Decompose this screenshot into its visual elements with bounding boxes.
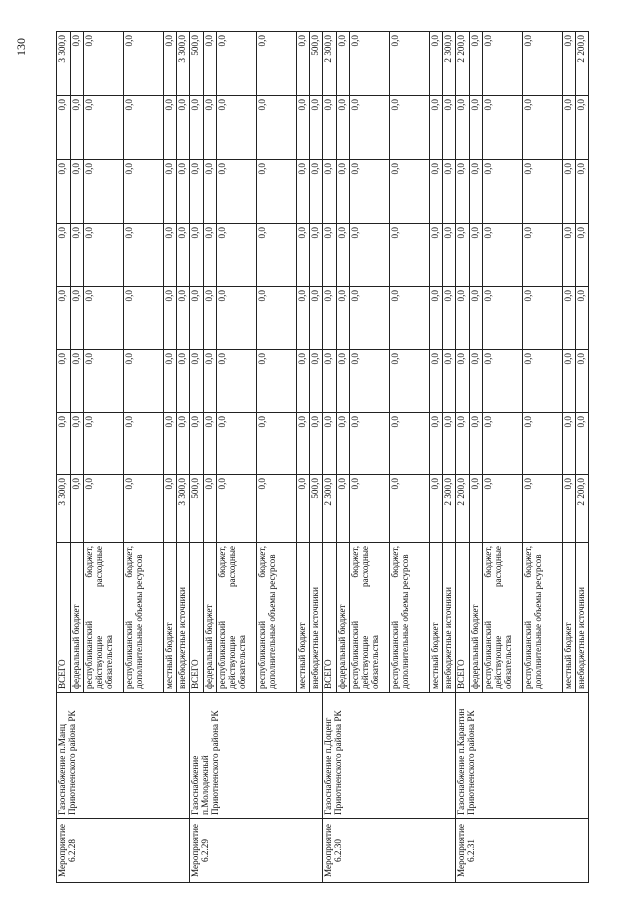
amount-cell: 0,0 xyxy=(523,475,563,543)
amount-cell: 0,0 xyxy=(57,96,71,160)
amount-cell: 3 300,0 xyxy=(57,475,71,543)
amount-cell: 0,0 xyxy=(84,32,124,96)
amount-cell: 0,0 xyxy=(523,32,563,96)
funding-source: республиканский бюджет, действующие расходные обязательства xyxy=(350,543,390,693)
amount-cell: 0,0 xyxy=(204,287,217,350)
measure-name: Газоснабжение п.Манц Приютненского района РК xyxy=(57,693,190,819)
amount-cell: 0,0 xyxy=(124,475,164,543)
measure-code: Мероприятие 6.2.31 xyxy=(456,819,589,883)
amount-cell: 0,0 xyxy=(390,32,430,96)
amount-cell: 0,0 xyxy=(323,287,337,350)
amount-cell: 0,0 xyxy=(470,224,483,287)
amount-cell: 0,0 xyxy=(576,350,589,413)
funding-source: ВСЕГО xyxy=(323,543,337,693)
amount-cell: 0,0 xyxy=(337,350,350,413)
funding-source: внебюджетные источники xyxy=(443,543,456,693)
amount-cell: 0,0 xyxy=(483,350,523,413)
amount-cell: 0,0 xyxy=(350,350,390,413)
amount-cell: 0,0 xyxy=(217,475,257,543)
amount-cell: 0,0 xyxy=(204,224,217,287)
amount-cell: 0,0 xyxy=(470,350,483,413)
amount-cell: 0,0 xyxy=(337,287,350,350)
amount-cell: 0,0 xyxy=(124,413,164,475)
amount-cell: 2 200,0 xyxy=(576,32,589,96)
amount-cell: 0,0 xyxy=(257,224,297,287)
amount-cell: 0,0 xyxy=(84,224,124,287)
amount-cell: 0,0 xyxy=(310,350,323,413)
amount-cell: 0,0 xyxy=(217,32,257,96)
amount-cell: 0,0 xyxy=(483,224,523,287)
amount-cell: 0,0 xyxy=(124,350,164,413)
amount-cell: 0,0 xyxy=(443,96,456,160)
amount-cell: 0,0 xyxy=(177,413,190,475)
amount-cell: 0,0 xyxy=(576,160,589,224)
funding-source: федеральный бюджет xyxy=(71,543,84,693)
amount-cell: 3 300,0 xyxy=(57,32,71,96)
measure-name: Газоснабжение п.Доценг Приютненского района РК xyxy=(323,693,456,819)
amount-cell: 0,0 xyxy=(430,224,443,287)
measure-code: Мероприятие 6.2.28 xyxy=(57,819,190,883)
amount-cell: 0,0 xyxy=(483,32,523,96)
amount-cell: 0,0 xyxy=(337,224,350,287)
table-row xyxy=(57,32,71,883)
amount-cell: 500,0 xyxy=(190,32,204,96)
amount-cell: 0,0 xyxy=(470,287,483,350)
funding-source: республиканский бюджет, дополнительные объемы ресурсов xyxy=(257,543,297,693)
amount-cell: 0,0 xyxy=(323,160,337,224)
amount-cell: 0,0 xyxy=(124,32,164,96)
amount-cell: 0,0 xyxy=(177,224,190,287)
funding-source: местный бюджет xyxy=(563,543,576,693)
amount-cell: 0,0 xyxy=(430,160,443,224)
amount-cell: 0,0 xyxy=(177,96,190,160)
amount-cell: 2 300,0 xyxy=(323,32,337,96)
amount-cell: 0,0 xyxy=(350,224,390,287)
amount-cell: 0,0 xyxy=(84,96,124,160)
amount-cell: 0,0 xyxy=(390,224,430,287)
measure-code: Мероприятие 6.2.29 xyxy=(190,819,323,883)
amount-cell: 0,0 xyxy=(443,413,456,475)
amount-cell: 0,0 xyxy=(350,413,390,475)
amount-cell: 0,0 xyxy=(323,224,337,287)
amount-cell: 0,0 xyxy=(310,160,323,224)
measure-code: Мероприятие 6.2.30 xyxy=(323,819,456,883)
amount-cell: 0,0 xyxy=(323,413,337,475)
amount-cell: 0,0 xyxy=(483,413,523,475)
amount-cell: 0,0 xyxy=(323,350,337,413)
amount-cell: 0,0 xyxy=(57,413,71,475)
funding-source: республиканский бюджет, действующие расходные обязательства xyxy=(483,543,523,693)
amount-cell: 0,0 xyxy=(84,160,124,224)
amount-cell: 0,0 xyxy=(430,287,443,350)
amount-cell: 0,0 xyxy=(164,160,177,224)
amount-cell: 0,0 xyxy=(124,287,164,350)
amount-cell: 2 200,0 xyxy=(456,32,470,96)
amount-cell: 0,0 xyxy=(323,96,337,160)
amount-cell: 0,0 xyxy=(257,475,297,543)
amount-cell: 0,0 xyxy=(430,96,443,160)
funding-source: ВСЕГО xyxy=(57,543,71,693)
amount-cell: 2 300,0 xyxy=(323,475,337,543)
amount-cell: 0,0 xyxy=(217,224,257,287)
amount-cell: 500,0 xyxy=(310,475,323,543)
amount-cell: 0,0 xyxy=(297,160,310,224)
amount-cell: 0,0 xyxy=(576,287,589,350)
amount-cell: 0,0 xyxy=(217,413,257,475)
amount-cell: 0,0 xyxy=(84,475,124,543)
amount-cell: 0,0 xyxy=(164,32,177,96)
amount-cell: 0,0 xyxy=(190,413,204,475)
amount-cell: 0,0 xyxy=(443,287,456,350)
amount-cell: 0,0 xyxy=(563,350,576,413)
amount-cell: 0,0 xyxy=(456,160,470,224)
amount-cell: 0,0 xyxy=(523,413,563,475)
amount-cell: 0,0 xyxy=(71,475,84,543)
amount-cell: 0,0 xyxy=(576,413,589,475)
amount-cell: 0,0 xyxy=(177,287,190,350)
amount-cell: 3 300,0 xyxy=(177,32,190,96)
amount-cell: 0,0 xyxy=(470,32,483,96)
amount-cell: 0,0 xyxy=(523,224,563,287)
amount-cell: 0,0 xyxy=(350,287,390,350)
amount-cell: 0,0 xyxy=(257,32,297,96)
amount-cell: 0,0 xyxy=(430,475,443,543)
funding-source: внебюджетные источники xyxy=(576,543,589,693)
amount-cell: 0,0 xyxy=(430,413,443,475)
budget-table-body xyxy=(57,32,589,883)
amount-cell: 500,0 xyxy=(190,475,204,543)
amount-cell: 0,0 xyxy=(456,413,470,475)
amount-cell: 0,0 xyxy=(523,96,563,160)
amount-cell: 0,0 xyxy=(124,160,164,224)
amount-cell: 0,0 xyxy=(257,160,297,224)
amount-cell: 2 200,0 xyxy=(576,475,589,543)
table-row xyxy=(323,32,337,883)
amount-cell: 0,0 xyxy=(390,413,430,475)
amount-cell: 0,0 xyxy=(470,160,483,224)
amount-cell: 0,0 xyxy=(563,96,576,160)
amount-cell: 0,0 xyxy=(164,475,177,543)
amount-cell: 0,0 xyxy=(217,287,257,350)
amount-cell: 0,0 xyxy=(350,32,390,96)
amount-cell: 0,0 xyxy=(204,160,217,224)
amount-cell: 0,0 xyxy=(337,413,350,475)
amount-cell: 0,0 xyxy=(190,160,204,224)
amount-cell: 0,0 xyxy=(217,350,257,413)
table-row xyxy=(456,32,470,883)
amount-cell: 0,0 xyxy=(390,350,430,413)
amount-cell: 0,0 xyxy=(297,287,310,350)
funding-source: местный бюджет xyxy=(430,543,443,693)
amount-cell: 0,0 xyxy=(310,96,323,160)
amount-cell: 0,0 xyxy=(576,96,589,160)
amount-cell: 0,0 xyxy=(71,160,84,224)
amount-cell: 0,0 xyxy=(204,475,217,543)
amount-cell: 0,0 xyxy=(190,350,204,413)
amount-cell: 0,0 xyxy=(430,350,443,413)
amount-cell: 0,0 xyxy=(456,287,470,350)
funding-source: ВСЕГО xyxy=(456,543,470,693)
amount-cell: 0,0 xyxy=(310,287,323,350)
amount-cell: 0,0 xyxy=(576,224,589,287)
funding-source: местный бюджет xyxy=(297,543,310,693)
amount-cell: 0,0 xyxy=(563,224,576,287)
amount-cell: 0,0 xyxy=(164,96,177,160)
amount-cell: 3 300,0 xyxy=(177,475,190,543)
amount-cell: 0,0 xyxy=(204,350,217,413)
amount-cell: 0,0 xyxy=(456,350,470,413)
amount-cell: 0,0 xyxy=(563,160,576,224)
amount-cell: 0,0 xyxy=(523,287,563,350)
page-number: 130 xyxy=(14,38,28,56)
budget-table xyxy=(56,31,589,883)
amount-cell: 0,0 xyxy=(84,287,124,350)
amount-cell: 500,0 xyxy=(310,32,323,96)
amount-cell: 0,0 xyxy=(204,32,217,96)
amount-cell: 0,0 xyxy=(71,96,84,160)
amount-cell: 0,0 xyxy=(443,350,456,413)
amount-cell: 0,0 xyxy=(164,224,177,287)
amount-cell: 0,0 xyxy=(217,96,257,160)
amount-cell: 0,0 xyxy=(84,350,124,413)
amount-cell: 0,0 xyxy=(190,96,204,160)
amount-cell: 0,0 xyxy=(297,475,310,543)
funding-source: республиканский бюджет, дополнительные объемы ресурсов xyxy=(390,543,430,693)
amount-cell: 0,0 xyxy=(523,160,563,224)
amount-cell: 0,0 xyxy=(57,224,71,287)
amount-cell: 0,0 xyxy=(297,32,310,96)
amount-cell: 0,0 xyxy=(470,475,483,543)
measure-name: Газоснабжение п.Карантин Приютненского района РК xyxy=(456,693,589,819)
amount-cell: 2 300,0 xyxy=(443,32,456,96)
amount-cell: 0,0 xyxy=(310,224,323,287)
amount-cell: 0,0 xyxy=(337,160,350,224)
amount-cell: 0,0 xyxy=(257,413,297,475)
amount-cell: 0,0 xyxy=(297,224,310,287)
amount-cell: 0,0 xyxy=(57,287,71,350)
amount-cell: 0,0 xyxy=(217,160,257,224)
amount-cell: 0,0 xyxy=(204,413,217,475)
funding-source: ВСЕГО xyxy=(190,543,204,693)
amount-cell: 0,0 xyxy=(177,160,190,224)
amount-cell: 0,0 xyxy=(337,96,350,160)
funding-source: федеральный бюджет xyxy=(204,543,217,693)
amount-cell: 0,0 xyxy=(483,160,523,224)
amount-cell: 0,0 xyxy=(297,350,310,413)
amount-cell: 0,0 xyxy=(71,287,84,350)
amount-cell: 0,0 xyxy=(257,350,297,413)
amount-cell: 0,0 xyxy=(164,287,177,350)
amount-cell: 0,0 xyxy=(257,96,297,160)
amount-cell: 0,0 xyxy=(310,413,323,475)
amount-cell: 0,0 xyxy=(350,475,390,543)
amount-cell: 0,0 xyxy=(350,160,390,224)
amount-cell: 0,0 xyxy=(443,160,456,224)
funding-source: республиканский бюджет, действующие расходные обязательства xyxy=(84,543,124,693)
amount-cell: 0,0 xyxy=(483,475,523,543)
amount-cell: 0,0 xyxy=(390,96,430,160)
amount-cell: 0,0 xyxy=(470,413,483,475)
amount-cell: 0,0 xyxy=(297,96,310,160)
amount-cell: 0,0 xyxy=(84,413,124,475)
amount-cell: 0,0 xyxy=(390,287,430,350)
amount-cell: 0,0 xyxy=(124,224,164,287)
amount-cell: 0,0 xyxy=(297,413,310,475)
amount-cell: 0,0 xyxy=(350,96,390,160)
amount-cell: 0,0 xyxy=(57,350,71,413)
amount-cell: 0,0 xyxy=(563,413,576,475)
funding-source: республиканский бюджет, действующие расходные обязательства xyxy=(217,543,257,693)
amount-cell: 0,0 xyxy=(483,96,523,160)
amount-cell: 0,0 xyxy=(71,224,84,287)
amount-cell: 0,0 xyxy=(337,32,350,96)
amount-cell: 0,0 xyxy=(523,350,563,413)
amount-cell: 0,0 xyxy=(164,413,177,475)
amount-cell: 0,0 xyxy=(456,96,470,160)
amount-cell: 2 300,0 xyxy=(443,475,456,543)
amount-cell: 0,0 xyxy=(71,413,84,475)
amount-cell: 0,0 xyxy=(563,32,576,96)
funding-source: федеральный бюджет xyxy=(470,543,483,693)
funding-source: внебюджетные источники xyxy=(310,543,323,693)
amount-cell: 0,0 xyxy=(390,160,430,224)
amount-cell: 0,0 xyxy=(470,96,483,160)
funding-source: внебюджетные источники xyxy=(177,543,190,693)
amount-cell: 0,0 xyxy=(443,224,456,287)
amount-cell: 0,0 xyxy=(430,32,443,96)
amount-cell: 0,0 xyxy=(390,475,430,543)
amount-cell: 0,0 xyxy=(204,96,217,160)
amount-cell: 0,0 xyxy=(563,287,576,350)
amount-cell: 2 200,0 xyxy=(456,475,470,543)
amount-cell: 0,0 xyxy=(164,350,177,413)
amount-cell: 0,0 xyxy=(57,160,71,224)
funding-source: республиканский бюджет, дополнительные объемы ресурсов xyxy=(523,543,563,693)
amount-cell: 0,0 xyxy=(190,287,204,350)
amount-cell: 0,0 xyxy=(177,350,190,413)
amount-cell: 0,0 xyxy=(337,475,350,543)
amount-cell: 0,0 xyxy=(456,224,470,287)
table-row xyxy=(190,32,204,883)
amount-cell: 0,0 xyxy=(124,96,164,160)
funding-source: республиканский бюджет, дополнительные объемы ресурсов xyxy=(124,543,164,693)
amount-cell: 0,0 xyxy=(190,224,204,287)
funding-source: местный бюджет xyxy=(164,543,177,693)
amount-cell: 0,0 xyxy=(483,287,523,350)
amount-cell: 0,0 xyxy=(257,287,297,350)
measure-name: Газоснабжение п.Молодежный Приютненского района РК xyxy=(190,693,323,819)
amount-cell: 0,0 xyxy=(71,350,84,413)
amount-cell: 0,0 xyxy=(563,475,576,543)
amount-cell: 0,0 xyxy=(71,32,84,96)
funding-source: федеральный бюджет xyxy=(337,543,350,693)
